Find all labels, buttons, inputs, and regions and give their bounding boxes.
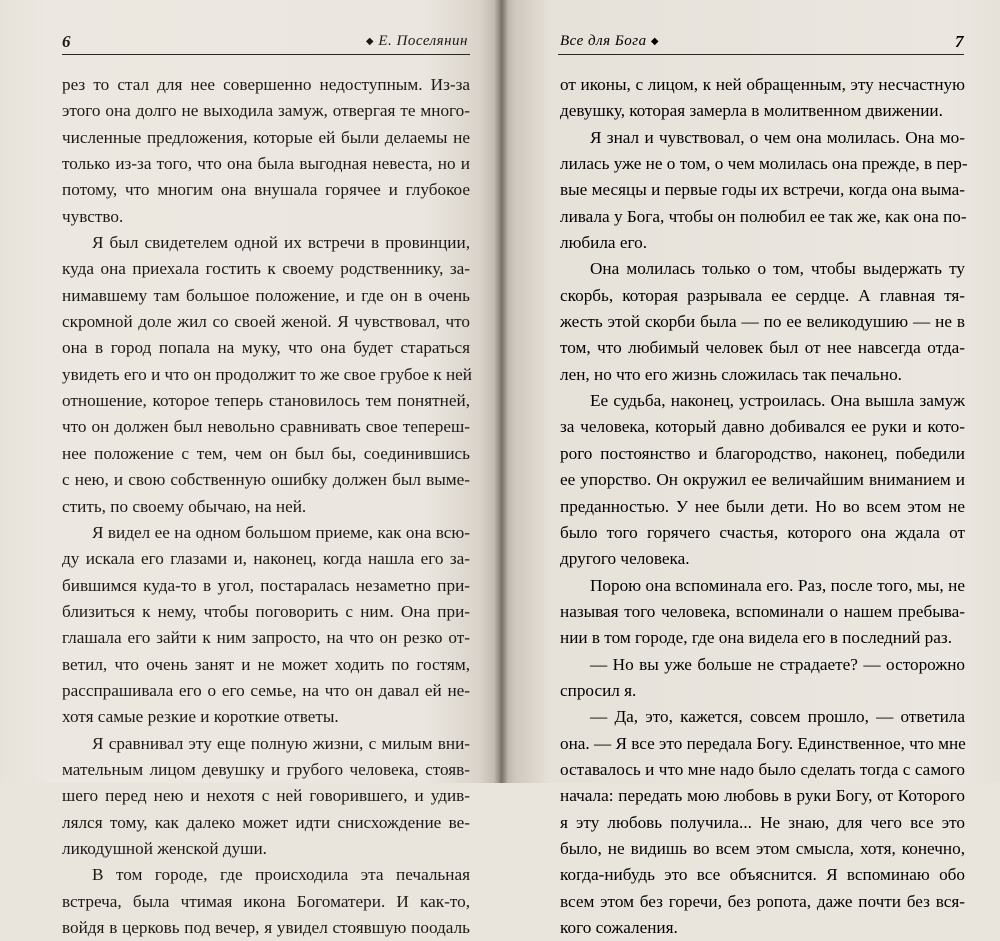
- text-line: что он должен был невольно сравнивать свое теперeш-: [62, 417, 470, 437]
- text-line: Я сравнивал эту еще полную жизни, с милым вни-: [92, 733, 470, 753]
- text-line: только из-за того, что она была выгодная невеста, но и: [62, 154, 470, 174]
- text-line: бившимся куда-то в угол, постаралась незаметно при-: [62, 575, 470, 595]
- diamond-ornament-icon: ◆: [650, 36, 660, 48]
- text-line: потому, что многим она внушала горячее и глубокое: [62, 180, 470, 200]
- text-line: Она молилась только о том, чтобы выдержать ту: [590, 259, 965, 279]
- text-line: было, не видишь во всем этом смысла, хотя, конечно,: [560, 838, 965, 858]
- left-running-head: [366, 33, 468, 50]
- left-running-head-text: Е. Поселянин: [378, 33, 468, 49]
- text-line: мательным лицом девушку и грубого человека, стояв-: [62, 759, 470, 779]
- right-page-number: 7: [955, 32, 964, 51]
- text-line: когда-нибудь это все объяснится. Я вспоминаю обо: [560, 865, 965, 885]
- book-gutter: [494, 0, 508, 783]
- text-line: она. — Я все это передала Богу. Единственное, что мне: [560, 733, 966, 753]
- text-line: глашала его зайти к ним запросто, на что он резко от-: [62, 628, 470, 648]
- text-line: оставалось и что мне надо было сделать тогда с самого: [560, 759, 965, 779]
- text-line: численные предложения, которые ей были делаемы не: [62, 127, 470, 147]
- text-line: увидеть его и что он продолжит то же свое грубое к ней: [62, 364, 472, 384]
- text-line: преданностью. У нее были дети. Но во всем этом не: [560, 496, 965, 516]
- text-line: от иконы, с лицом, к ней обращенным, эту несчастную: [560, 75, 965, 94]
- left-page: [0, 0, 500, 937]
- text-line: ветил, что очень занят и не может ходить по гостям,: [62, 654, 470, 674]
- text-line: начала: передать мою любовь в руки Богу, от Которого: [560, 786, 965, 806]
- text-line: я эту любовь получила... Не знаю, для чего все это: [560, 812, 965, 832]
- text-line: том, что любимый человек был от нее навсегда отда-: [560, 338, 965, 358]
- text-line: любила его.: [560, 233, 648, 253]
- text-line: спросил я.: [560, 680, 637, 700]
- text-line: ду искала его глазами и, наконец, когда нашла его за-: [62, 549, 470, 569]
- text-line: лен, но что его жизнь сложилась так печально.: [560, 364, 902, 384]
- text-line: с нею, и свою собственную ошибку должен был выме-: [62, 470, 470, 490]
- text-line: вые месяцы и первые годы их встречи, когда она выма-: [560, 180, 966, 200]
- text-line: лилась уже не о том, о чем молилась она прежде, в пер-: [560, 154, 968, 174]
- text-line: расспрашивала его о его семье, на что он давал ей не-: [62, 680, 470, 700]
- text-line: Я был свидетелем одной их встречи в провинции,: [92, 233, 470, 253]
- text-line: этого она долго не выходила замуж, отвергая те много-: [62, 101, 470, 121]
- text-line: шего перед нею и нехотя с ней говорившего, и удив-: [62, 786, 470, 806]
- text-line: Порою она вспоминала его. Раз, после того, мы, не: [590, 575, 965, 595]
- text-line: — Но вы уже больше не страдаете? — осторожно: [590, 654, 965, 674]
- text-line: за человека, который давно добивался ее руки и кото-: [560, 417, 965, 437]
- text-line: скромной доле жил со своей женой. Я чувствовал, что: [62, 312, 470, 332]
- text-line: ее упорство. Он окружил ее величайшим вниманием и: [560, 470, 965, 490]
- text-line: нее положение с тем, чем он был бы, соединившись: [62, 443, 470, 463]
- right-running-header: [558, 30, 964, 55]
- text-line: было того горячего счастья, которого она ждала от: [560, 522, 965, 542]
- right-page-text: [560, 72, 968, 941]
- text-line: рез то стал для нее совершенно недоступным. Из-за: [62, 75, 470, 94]
- text-line: В том городе, где происходила эта печальная: [92, 865, 470, 885]
- text-line: Я видел ее на одном большом приеме, как она всю-: [92, 522, 470, 542]
- text-line: стить, по своему обычаю, на ней.: [62, 496, 307, 516]
- left-page-number: 6: [62, 32, 71, 51]
- text-line: называя того человека, вспоминали о нашем пребыва-: [560, 601, 965, 621]
- text-line: отношение, которое теперь становилось тем понятней,: [62, 391, 470, 411]
- text-line: другого человека.: [560, 549, 690, 569]
- text-line: девушку, которая замерла в молитвенном движении.: [560, 101, 943, 121]
- text-line: чувство.: [62, 206, 124, 226]
- text-line: нимавшему там большое положение, и где он в очень: [62, 285, 470, 305]
- text-line: Ее судьба, наконец, устроилась. Она вышла замуж: [590, 391, 965, 411]
- text-line: ливала у Бога, чтобы он полюбил ее так же, как она по-: [560, 206, 967, 226]
- diamond-ornament-icon: ◆: [365, 36, 375, 48]
- text-line: встреча, была чтимая икона Богоматери. И как-то,: [62, 891, 470, 911]
- text-line: скорбь, которая разрывала ее сердце. А главная тя-: [560, 285, 965, 305]
- text-line: куда она приехала гостить к своему родственнику, за-: [62, 259, 470, 279]
- text-line: рого постоянство и благородство, наконец, победили: [560, 443, 965, 463]
- text-line: близиться к нему, чтобы поговорить с ним. Она при-: [62, 601, 470, 621]
- text-line: Я знал и чувствовал, о чем она молилась. Она мо-: [590, 127, 965, 147]
- left-page-text: [62, 72, 470, 941]
- text-line: ликодушной женской души.: [62, 838, 267, 858]
- text-line: она в город попала на муку, что она будет стараться: [62, 338, 470, 358]
- text-line: нии в том городе, где она видела его в последний раз.: [560, 628, 952, 648]
- right-running-head: [560, 33, 659, 50]
- text-line: — Да, это, кажется, совсем прошло, — ответила: [590, 707, 965, 727]
- right-running-head-text: Все для Бога: [560, 33, 647, 49]
- left-running-header: [62, 30, 470, 55]
- text-line: лялся тому, как далеко может идти снисхождение ве-: [62, 812, 470, 832]
- text-line: войдя в церковь под вечер, я увидел стоявшую поодаль: [62, 918, 470, 937]
- text-line: всем этом без горечи, без ропота, даже почти без вся-: [560, 891, 965, 911]
- text-line: кого сожаления.: [560, 918, 678, 937]
- text-line: жесть этой скорби была — по ее великодушию — не в: [560, 312, 965, 332]
- text-line: хотя самые резкие и короткие ответы.: [62, 707, 339, 727]
